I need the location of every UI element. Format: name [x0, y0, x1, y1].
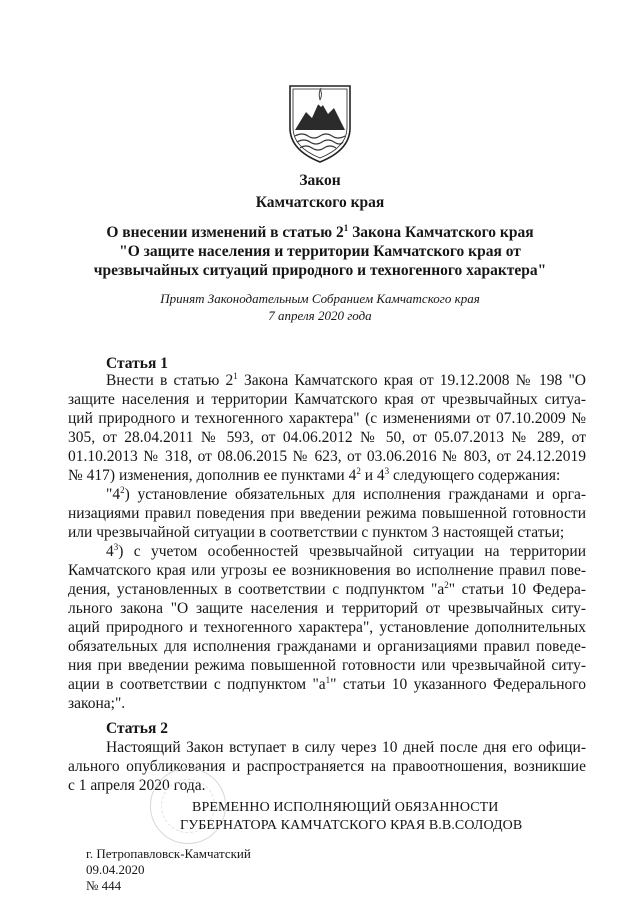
paragraph-4-3-line: обязательных для исполнения гражданами и организациями правил поведе-: [68, 638, 586, 655]
text: № 417) изменения, дополнив ее пунктами 4: [68, 467, 357, 484]
paragraph-4-3-line: льного закона "О защите населения и территорий от чрезвычайных ситу-: [68, 600, 586, 617]
article-1-line: [68, 466, 586, 485]
paragraph-4-3-line: аций природного и техногенного характера", установление дополнительных: [68, 619, 586, 636]
adoption-date: 7 апреля 2020 года: [268, 308, 372, 323]
signature-title: ВРЕМЕННО ИСПОЛНЯЮЩИЙ ОБЯЗАННОСТИ: [192, 800, 499, 815]
text: О внесении изменений в статью 2: [106, 224, 344, 241]
article-2-heading: Статья 2: [106, 720, 168, 737]
text: ) установление обязательных для исполнения гражданами и орга-: [124, 486, 586, 503]
article-2-line: с 1 апреля 2020 года.: [68, 777, 206, 794]
text: следующего содержания:: [389, 467, 561, 484]
text: и 4: [360, 467, 385, 484]
text: " статьи 10 указанного Федерального: [330, 676, 586, 693]
paragraph-4-3-line: [106, 542, 586, 561]
paragraph-4-3-line: [68, 580, 586, 599]
kamchatka-coat-of-arms-icon: [286, 84, 354, 164]
law-title: Закон: [299, 172, 341, 189]
text: Закона Камчатского края: [348, 224, 534, 241]
article-2-line: Настоящий Закон вступает в силу через 10 дней после дня его офици-: [106, 739, 586, 756]
superscript: 1: [343, 223, 349, 233]
text: " статьи 10 Федера-: [448, 581, 586, 598]
paragraph-4-3-line: ния при введении режима повышенной готовности или чрезвычайной ситу-: [68, 657, 586, 674]
paragraph-4-2-line: низациями правил поведения при введении режима повышенной готовности: [68, 505, 586, 522]
paragraph-4-3-line: Камчатского края или угрозы ее возникновения во исполнение правил пове-: [68, 562, 586, 579]
superscript: 1: [233, 371, 238, 381]
text: ации в соответствии с подпунктом "а: [68, 676, 326, 693]
law-number: № 444: [86, 878, 122, 893]
paragraph-4-2-line: [106, 485, 586, 504]
article-2-line: ального опубликования и распространяется на правоотношения, возникшие: [68, 758, 586, 775]
superscript: 2: [444, 580, 449, 590]
text: Внести в статью 2: [106, 372, 234, 389]
superscript: 2: [120, 485, 125, 495]
place-of-signing: г. Петропавловск-Камчатский: [86, 846, 251, 861]
article-1-heading: Статья 1: [106, 355, 168, 372]
law-subject-line-1: [0, 224, 640, 242]
article-1-line: [106, 371, 586, 390]
article-1-line: защите населения и территории Камчатского края от чрезвычайных ситуа-: [68, 391, 586, 408]
article-1-line: 01.10.2013 № 318, от 08.06.2015 № 623, от 03.06.2016 № 803, от 24.12.2019: [68, 448, 586, 465]
paragraph-4-3-line: закона;".: [68, 695, 126, 712]
superscript: 3: [113, 542, 119, 552]
article-1-line: ций природного и техногенного характера" (с изменениями от 07.10.2009 №: [68, 410, 586, 427]
region-name: Камчатского края: [255, 194, 385, 211]
adoption-note: Принят Законодательным Собранием Камчатского края: [160, 291, 480, 306]
signing-date: 09.04.2020: [86, 862, 145, 877]
article-1-line: 305, от 28.04.2011 № 593, от 04.06.2012 № 50, от 05.07.2013 № 289, от: [68, 429, 586, 446]
law-subject-line-2: "О защите населения и территории Камчатского края от: [119, 243, 521, 260]
text: Закона Камчатского края от 19.12.2008 № 198 "О: [237, 372, 586, 389]
text: "4: [106, 486, 121, 503]
superscript: 1: [325, 675, 331, 685]
text: дения, установленных в соответствии с подпунктом "а: [68, 581, 445, 598]
paragraph-4-2-line: или чрезвычайной ситуации в соответствии с пунктом 3 настоящей статьи;: [68, 524, 565, 541]
superscript: 2: [356, 466, 361, 476]
text: 4: [106, 543, 114, 560]
text: ) с учетом особенностей чрезвычайной ситуации на территории: [118, 543, 586, 560]
paragraph-4-3-line: [68, 675, 586, 694]
law-subject-line-3: чрезвычайных ситуаций природного и техногенного характера": [93, 262, 547, 279]
signature-name: ГУБЕРНАТОРА КАМЧАТСКОГО КРАЯ В.В.СОЛОДОВ: [180, 818, 523, 833]
superscript: 3: [384, 466, 390, 476]
